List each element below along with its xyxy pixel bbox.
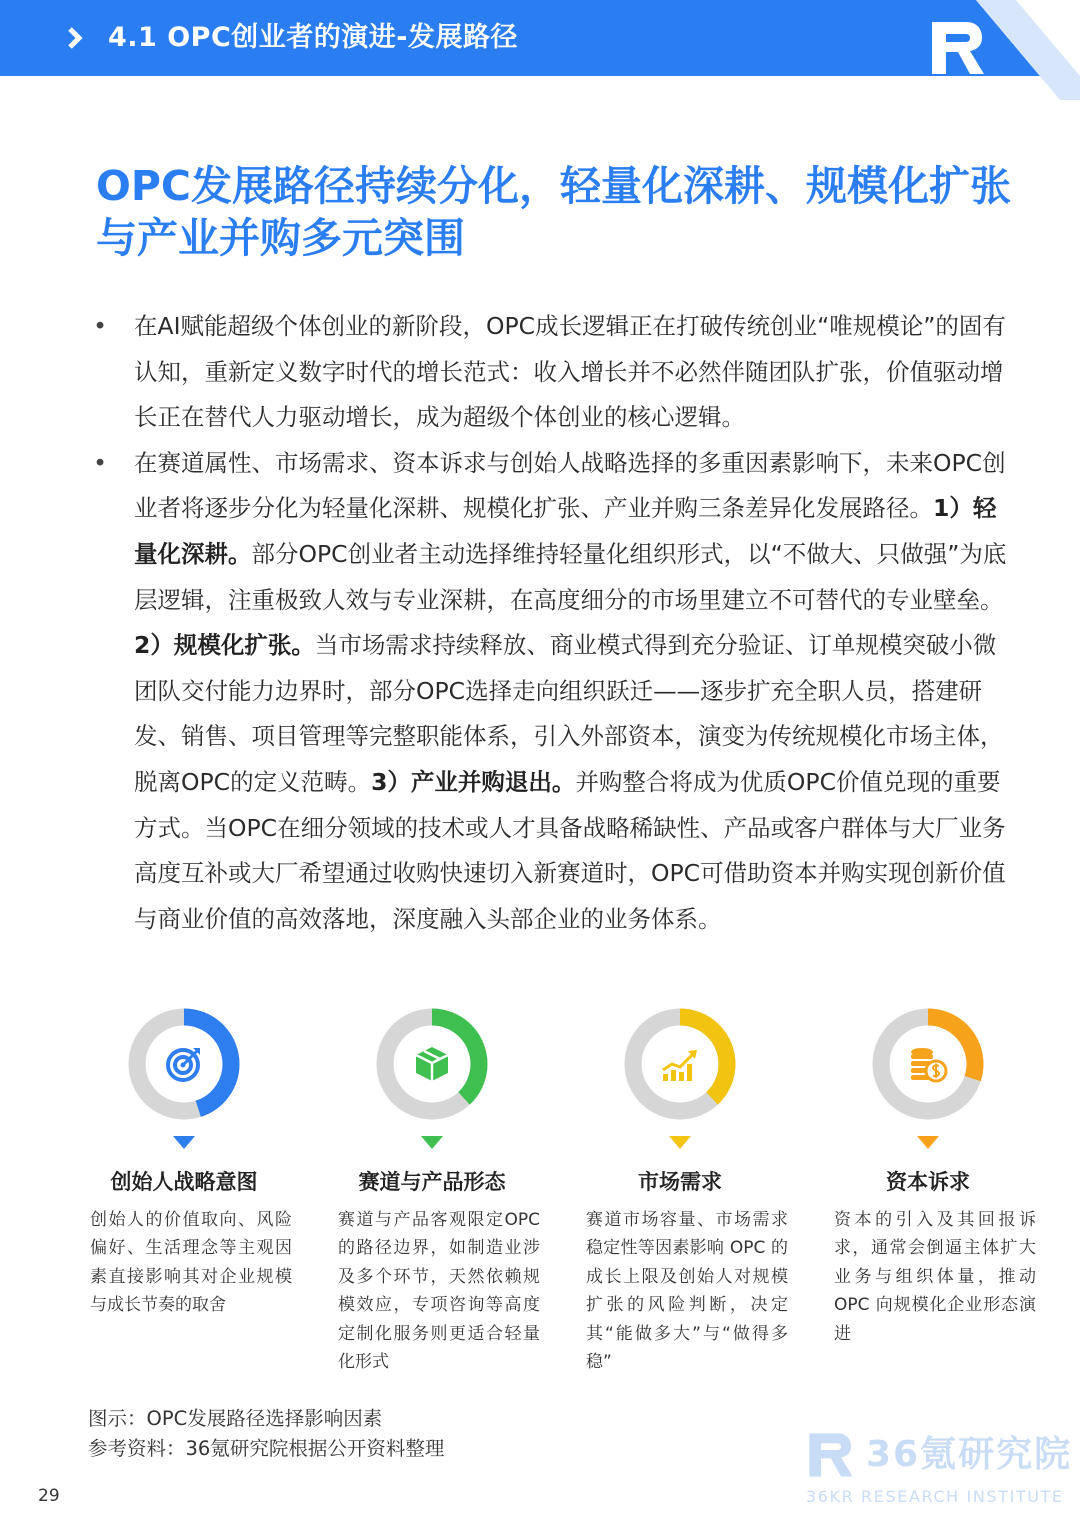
section-title: 4.1 OPC创业者的演进-发展路径 bbox=[108, 22, 518, 53]
path-label-acquisition: 3）产业并购退出。 bbox=[371, 767, 576, 796]
bullet-list bbox=[92, 304, 1012, 942]
factor-description: 创始人的价值取向、风险偏好、生活理念等主观因素直接影响其对企业规模与成长节奏的取舍 bbox=[90, 1210, 292, 1316]
bullet-dot: • bbox=[93, 448, 107, 477]
target-icon bbox=[164, 1044, 204, 1084]
path-label-scale: 2）规模化扩张。 bbox=[134, 631, 315, 660]
footer-brand-en: 36KR RESEARCH INSTITUTE bbox=[806, 1487, 1064, 1506]
path-text-lightweight: 部分OPC创业者主动选择维持轻量化组织形式，以“不做大、只做强”为底层逻辑，注重极致人效与专业深耕，在高度细分的市场里建立不可替代的专业壁垒。 bbox=[134, 539, 1007, 614]
factor-title: 创始人战略意图 bbox=[110, 1170, 258, 1194]
path-label-lightweight: 1）轻量化深耕。 bbox=[134, 494, 997, 568]
bullet-intro: 在赛道属性、市场需求、资本诉求与创始人战略选择的多重因素影响下，未来OPC创业者将逐步分化为轻量化深耕、规模化扩张、产业并购三条差异化发展路径。 bbox=[134, 448, 1006, 523]
page-headline: OPC发展路径持续分化，轻量化深耕、规模化扩张与产业并购多元突围 bbox=[96, 162, 1011, 262]
chevron-right-icon bbox=[64, 24, 92, 52]
36kr-logo-icon bbox=[928, 18, 988, 78]
bullet-item bbox=[92, 441, 1012, 943]
pointer-triangle bbox=[173, 1136, 195, 1149]
growth-chart-icon bbox=[660, 1044, 700, 1084]
bullet-text: 在AI赋能超级个体创业的新阶段，OPC成长逻辑正在打破传统创业“唯规模论”的固有认知，重新定义数字时代的增长范式：收入增长并不必然伴随团队扩张，价值驱动增长正在替代人力驱动增长，成为超级个体创业的核心逻辑。 bbox=[134, 312, 1006, 432]
path-text-acquisition: 并购整合将成为优质OPC价值兑现的重要方式。当OPC在细分领域的技术或人才具备战略稀缺性、产品或客户群体与大厂业务高度互补或大厂希望通过收购快速切入新赛道时，OPC可借助资本并购实现创新价值与商业价值的高效落地，深度融入头部企业的业务体系。 bbox=[134, 767, 1006, 933]
figure-source: 参考资料：36氪研究院根据公开资料整理 bbox=[88, 1437, 445, 1460]
factor-title: 市场需求 bbox=[638, 1170, 722, 1194]
36kr-watermark-logo-icon bbox=[806, 1430, 856, 1480]
bullet-dot: • bbox=[93, 312, 107, 340]
figure-caption bbox=[88, 1404, 444, 1464]
factor-description: 赛道与产品客观限定OPC的路径边界，如制造业涉及多个环节，天然依赖规模效应，专项咨询等高度定制化服务则更适合轻量化形式 bbox=[338, 1210, 540, 1373]
pointer-triangle bbox=[669, 1136, 691, 1149]
bullet-text bbox=[134, 441, 1012, 943]
pointer-triangle bbox=[917, 1136, 939, 1149]
factor-title: 资本诉求 bbox=[886, 1170, 970, 1194]
factor-description: 资本的引入及其回报诉求，通常会倒逼主体扩大业务与组织体量，推动 OPC 向规模化企业形态演进 bbox=[834, 1210, 1036, 1344]
coins-icon bbox=[908, 1044, 948, 1084]
factors-diagram bbox=[84, 1008, 1048, 1388]
pointer-triangle bbox=[421, 1136, 443, 1149]
footer-brand: 36氪研究院 bbox=[866, 1434, 1073, 1475]
path-text-scale: 当市场需求持续释放、商业模式得到充分验证、订单规模突破小微团队交付能力边界时，部分OPC选择走向组织跃迁——逐步扩充全职人员，搭建研发、销售、项目管理等完整职能体系，引入外部资本，演变为传统规模化市场主体，脱离OPC的定义范畴。 bbox=[134, 631, 1004, 796]
factor-title: 赛道与产品形态 bbox=[358, 1170, 506, 1194]
figure-title: 图示：OPC发展路径选择影响因素 bbox=[88, 1407, 383, 1430]
page-number: 29 bbox=[38, 1486, 60, 1506]
cube-icon bbox=[412, 1044, 452, 1084]
bullet-item bbox=[92, 304, 1012, 441]
factor-description: 赛道市场容量、市场需求稳定性等因素影响 OPC 的成长上限及创始人对规模扩张的风险判断，决定其“能做多大”与“做得多稳” bbox=[586, 1210, 788, 1373]
